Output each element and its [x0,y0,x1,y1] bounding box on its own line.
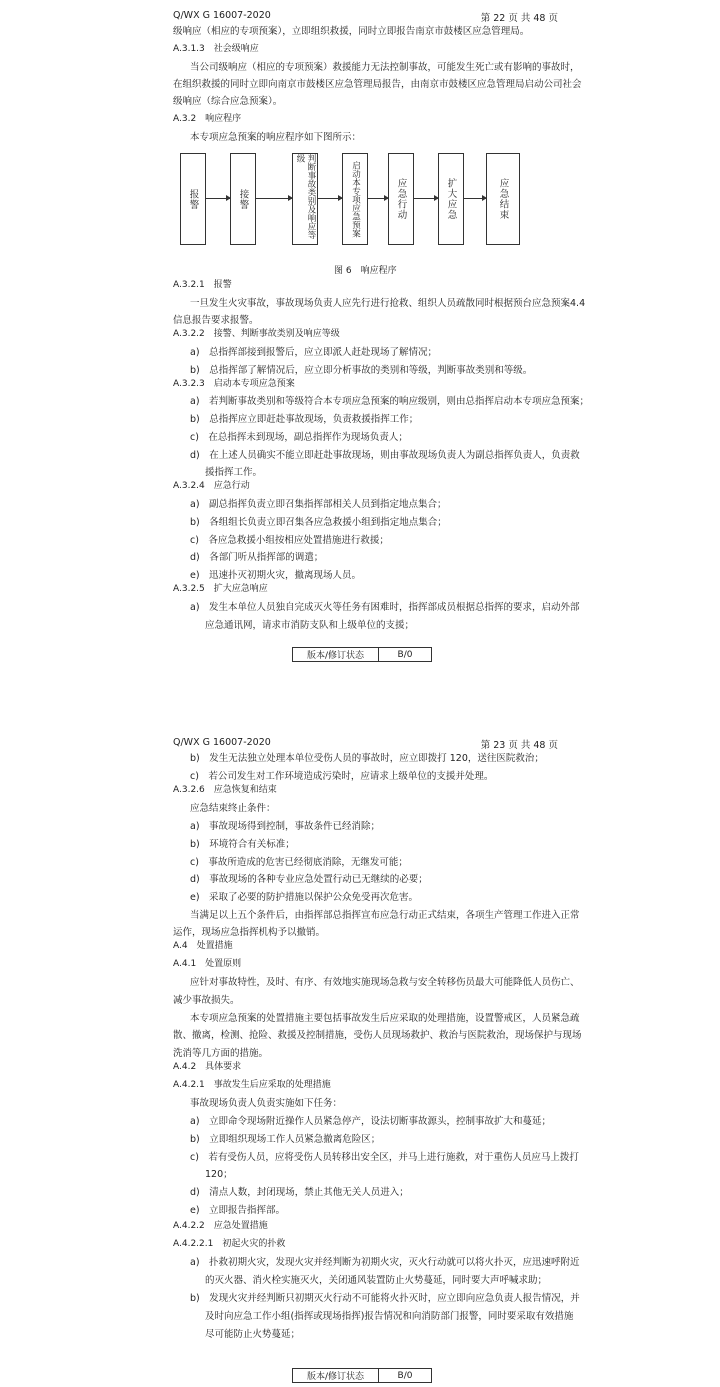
clause-heading: A.3.2.3 启动本专项应急预案 [173,379,295,389]
list-item-continuation: 援指挥工作。 [205,467,263,478]
page-header [173,10,558,24]
flow-box-judge: 判断事故类别及响应等级 [292,153,318,245]
text-line: 当公司级响应（相应的专项预案）救援能力无法控制事故，可能发生死亡或有影响的事故时， [190,62,580,73]
version-label: 版本/修订状态 [293,648,379,661]
text-line: 信息报告要求报警。 [173,315,259,326]
list-item: b) 发现火灾并经判断只初期灭火行动不可能将火扑灭时，应立即向应急负责人报告情况，并 [190,1293,580,1304]
document-page-22 [0,0,720,690]
text-line: 一旦发生火灾事故，事故现场负责人应先行进行抢救、组织人员疏散同时根据预台应急预案4.4 [190,298,586,309]
list-item-continuation: 及时向应急工作小组(指挥或现场指挥)报告情况和向消防部门报警，同时要采取有效措施 [205,1311,574,1322]
list-item: e) 迅速扑灭初期火灾，撤离现场人员。 [190,570,362,581]
list-item: d) 事故现场的各种专业应急处置行动已无继续的必要； [190,874,428,885]
list-item: b) 发生无法独立处理本单位受伤人员的事故时，应立即拨打 120，送往医院救治； [190,753,544,764]
text-line: 应急结束终止条件： [190,803,276,814]
document-page-23 [0,728,720,1387]
list-item: a) 副总指挥负责立即召集指挥部相关人员到指定地点集合； [190,499,447,510]
version-value: B/0 [397,1370,413,1381]
flow-arrow [464,198,486,199]
list-item-continuation: 的灭火器、消火栓实施灭火，关闭通风装置防止火势蔓延，同时要大声呼喊求助； [205,1275,548,1286]
list-item: d) 清点人数，封闭现场，禁止其他无关人员进入； [190,1187,409,1198]
list-item: a) 若判断事故类别和等级符合本专项应急预案的响应级别，则由总指挥启动本专项应急预案； [190,396,590,407]
clause-heading: A.3.2.6 应急恢复和结束 [173,785,277,795]
list-item: a) 总指挥部接到报警后，应立即派人赶赴现场了解情况； [190,347,438,358]
standard-number: Q/WX G 16007-2020 [173,737,271,748]
list-item-continuation: 120； [205,1169,233,1180]
flow-box-report: 报警 [180,153,206,245]
text-line: 本专项应急预案的处置措施主要包括事故发生后应采取的处理措施，设置警戒区，人员紧急疏 [190,1013,580,1024]
clause-heading: A.4.2 具体要求 [173,1062,242,1072]
clause-heading: A.4.2.2 应急处置措施 [173,1221,268,1231]
list-item: a) 发生本单位人员独自完成灭火等任务有困难时，指挥部成员根据总指挥的要求，启动外部 [190,602,580,613]
flow-box-receive: 接警 [230,153,256,245]
text-line: 减少事故损失。 [173,995,240,1006]
flow-arrow [206,198,230,199]
clause-heading: A.3.1.3 社会级响应 [173,44,259,54]
flow-box-expand: 扩大应急 [438,153,464,245]
text-line: 散、撤离，检测、抢险、救援及控制措施，受伤人员现场救护、救治与医院救治，现场保护与现场 [173,1030,582,1041]
list-item: a) 事故现场得到控制，事故条件已经消除； [190,821,381,832]
clause-heading: A.3.2.5 扩大应急响应 [173,584,268,594]
flow-box-start-plan: 启动本专项应急预案 [342,153,368,245]
flow-box-end: 应急结束 [486,153,520,245]
text-line: 洗消等几方面的措施。 [173,1048,269,1059]
clause-heading: A.3.2.4 应急行动 [173,481,250,491]
text-line: 运作，现场应急指挥机构予以撤销。 [173,927,326,938]
list-item: d) 在上述人员确实不能立即赶赴事故现场，则由事故现场负责人为副总指挥负责人，负责救 [190,450,580,461]
list-item: c) 事故所造成的危害已经彻底消除，无继发可能； [190,857,408,868]
text-line: 事故现场负责人负责实施如下任务： [190,1098,343,1109]
clause-heading: A.4 处置措施 [173,941,233,951]
flow-arrow [414,198,438,199]
list-item-continuation: 应急通讯网，请求市消防支队和上级单位的支援； [205,620,415,631]
list-item: b) 各组组长负责立即召集各应急救援小组到指定地点集合； [190,517,447,528]
clause-heading: A.3.2.1 报警 [173,280,232,290]
list-item-continuation: 尽可能防止火势蔓延； [205,1329,301,1340]
version-value: B/0 [397,649,413,660]
version-box [292,1368,432,1383]
list-item: c) 各应急救援小组按相应处置措施进行救援； [190,535,389,546]
flow-arrow [368,198,388,199]
version-label: 版本/修订状态 [293,1369,379,1382]
list-item: d) 各部门听从指挥部的调遣； [190,552,324,563]
list-item: e) 采取了必要的防护措施以保护公众免受再次危害。 [190,892,419,903]
text-line: 应针对事故特性，及时、有序、有效地实施现场急救与安全转移伤员最大可能降低人员伤亡、 [190,977,580,988]
version-box [292,647,432,662]
text-line: 本专项应急预案的响应程序如下图所示： [190,132,362,143]
figure-caption: 图 6 响应程序 [334,266,397,276]
page-number: 第 22 页 共 48 页 [480,13,558,24]
flow-box-action: 应急行动 [388,153,414,245]
text-line: 当满足以上五个条件后，由指挥部总指挥宣布应急行动正式结束，各项生产管理工作进入正常 [190,910,580,921]
list-item: c) 在总指挥未到现场，副总指挥作为现场负责人； [190,432,408,443]
list-item: a) 立即命令现场附近操作人员紧急停产，设法切断事故源头，控制事故扩大和蔓延； [190,1116,552,1127]
flow-arrow [318,198,342,199]
page-number: 第 23 页 共 48 页 [480,740,558,751]
flow-arrow [256,198,292,199]
clause-heading: A.4.2.1 事故发生后应采取的处理措施 [173,1080,331,1090]
text-line: 级响应（综合应急预案）。 [173,96,283,107]
clause-heading: A.3.2 响应程序 [173,114,242,124]
clause-heading: A.3.2.2 接警、判断事故类别及响应等级 [173,329,340,339]
list-item: b) 总指挥应立即赶赴事故现场，负责救援指挥工作； [190,414,419,425]
list-item: c) 若公司发生对工作环境造成污染时，应请求上级单位的支援并处理。 [190,771,494,782]
text-line: 在组织救援的同时立即向南京市鼓楼区应急管理局报告，由南京市鼓楼区应急管理局启动公司社会 [173,79,582,90]
page-header [173,737,558,751]
list-item: a) 扑救初期火灾，发现火灾并经判断为初期火灾，灭火行动就可以将火扑灭，应迅速呼附近 [190,1257,580,1268]
text-line: 级响应（相应的专项预案），立即组织救援，同时立即报告南京市鼓楼区应急管理局。 [173,26,530,37]
clause-heading: A.4.1 处置原则 [173,959,242,969]
list-item: b) 总指挥部了解情况后，应立即分析事故的类别和等级，判断事故类别和等级。 [190,365,533,376]
clause-heading: A.4.2.2.1 初起火灾的扑救 [173,1239,286,1249]
response-flowchart [180,153,520,245]
list-item: b) 立即组织现场工作人员紧急撤离危险区； [190,1134,381,1145]
list-item: c) 若有受伤人员，应将受伤人员转移出安全区，并马上进行施救，对于重伤人员应马上拨打 [190,1152,579,1163]
list-item: e) 立即报告指挥部。 [190,1205,286,1216]
list-item: b) 环境符合有关标准； [190,839,295,850]
standard-number: Q/WX G 16007-2020 [173,10,271,21]
